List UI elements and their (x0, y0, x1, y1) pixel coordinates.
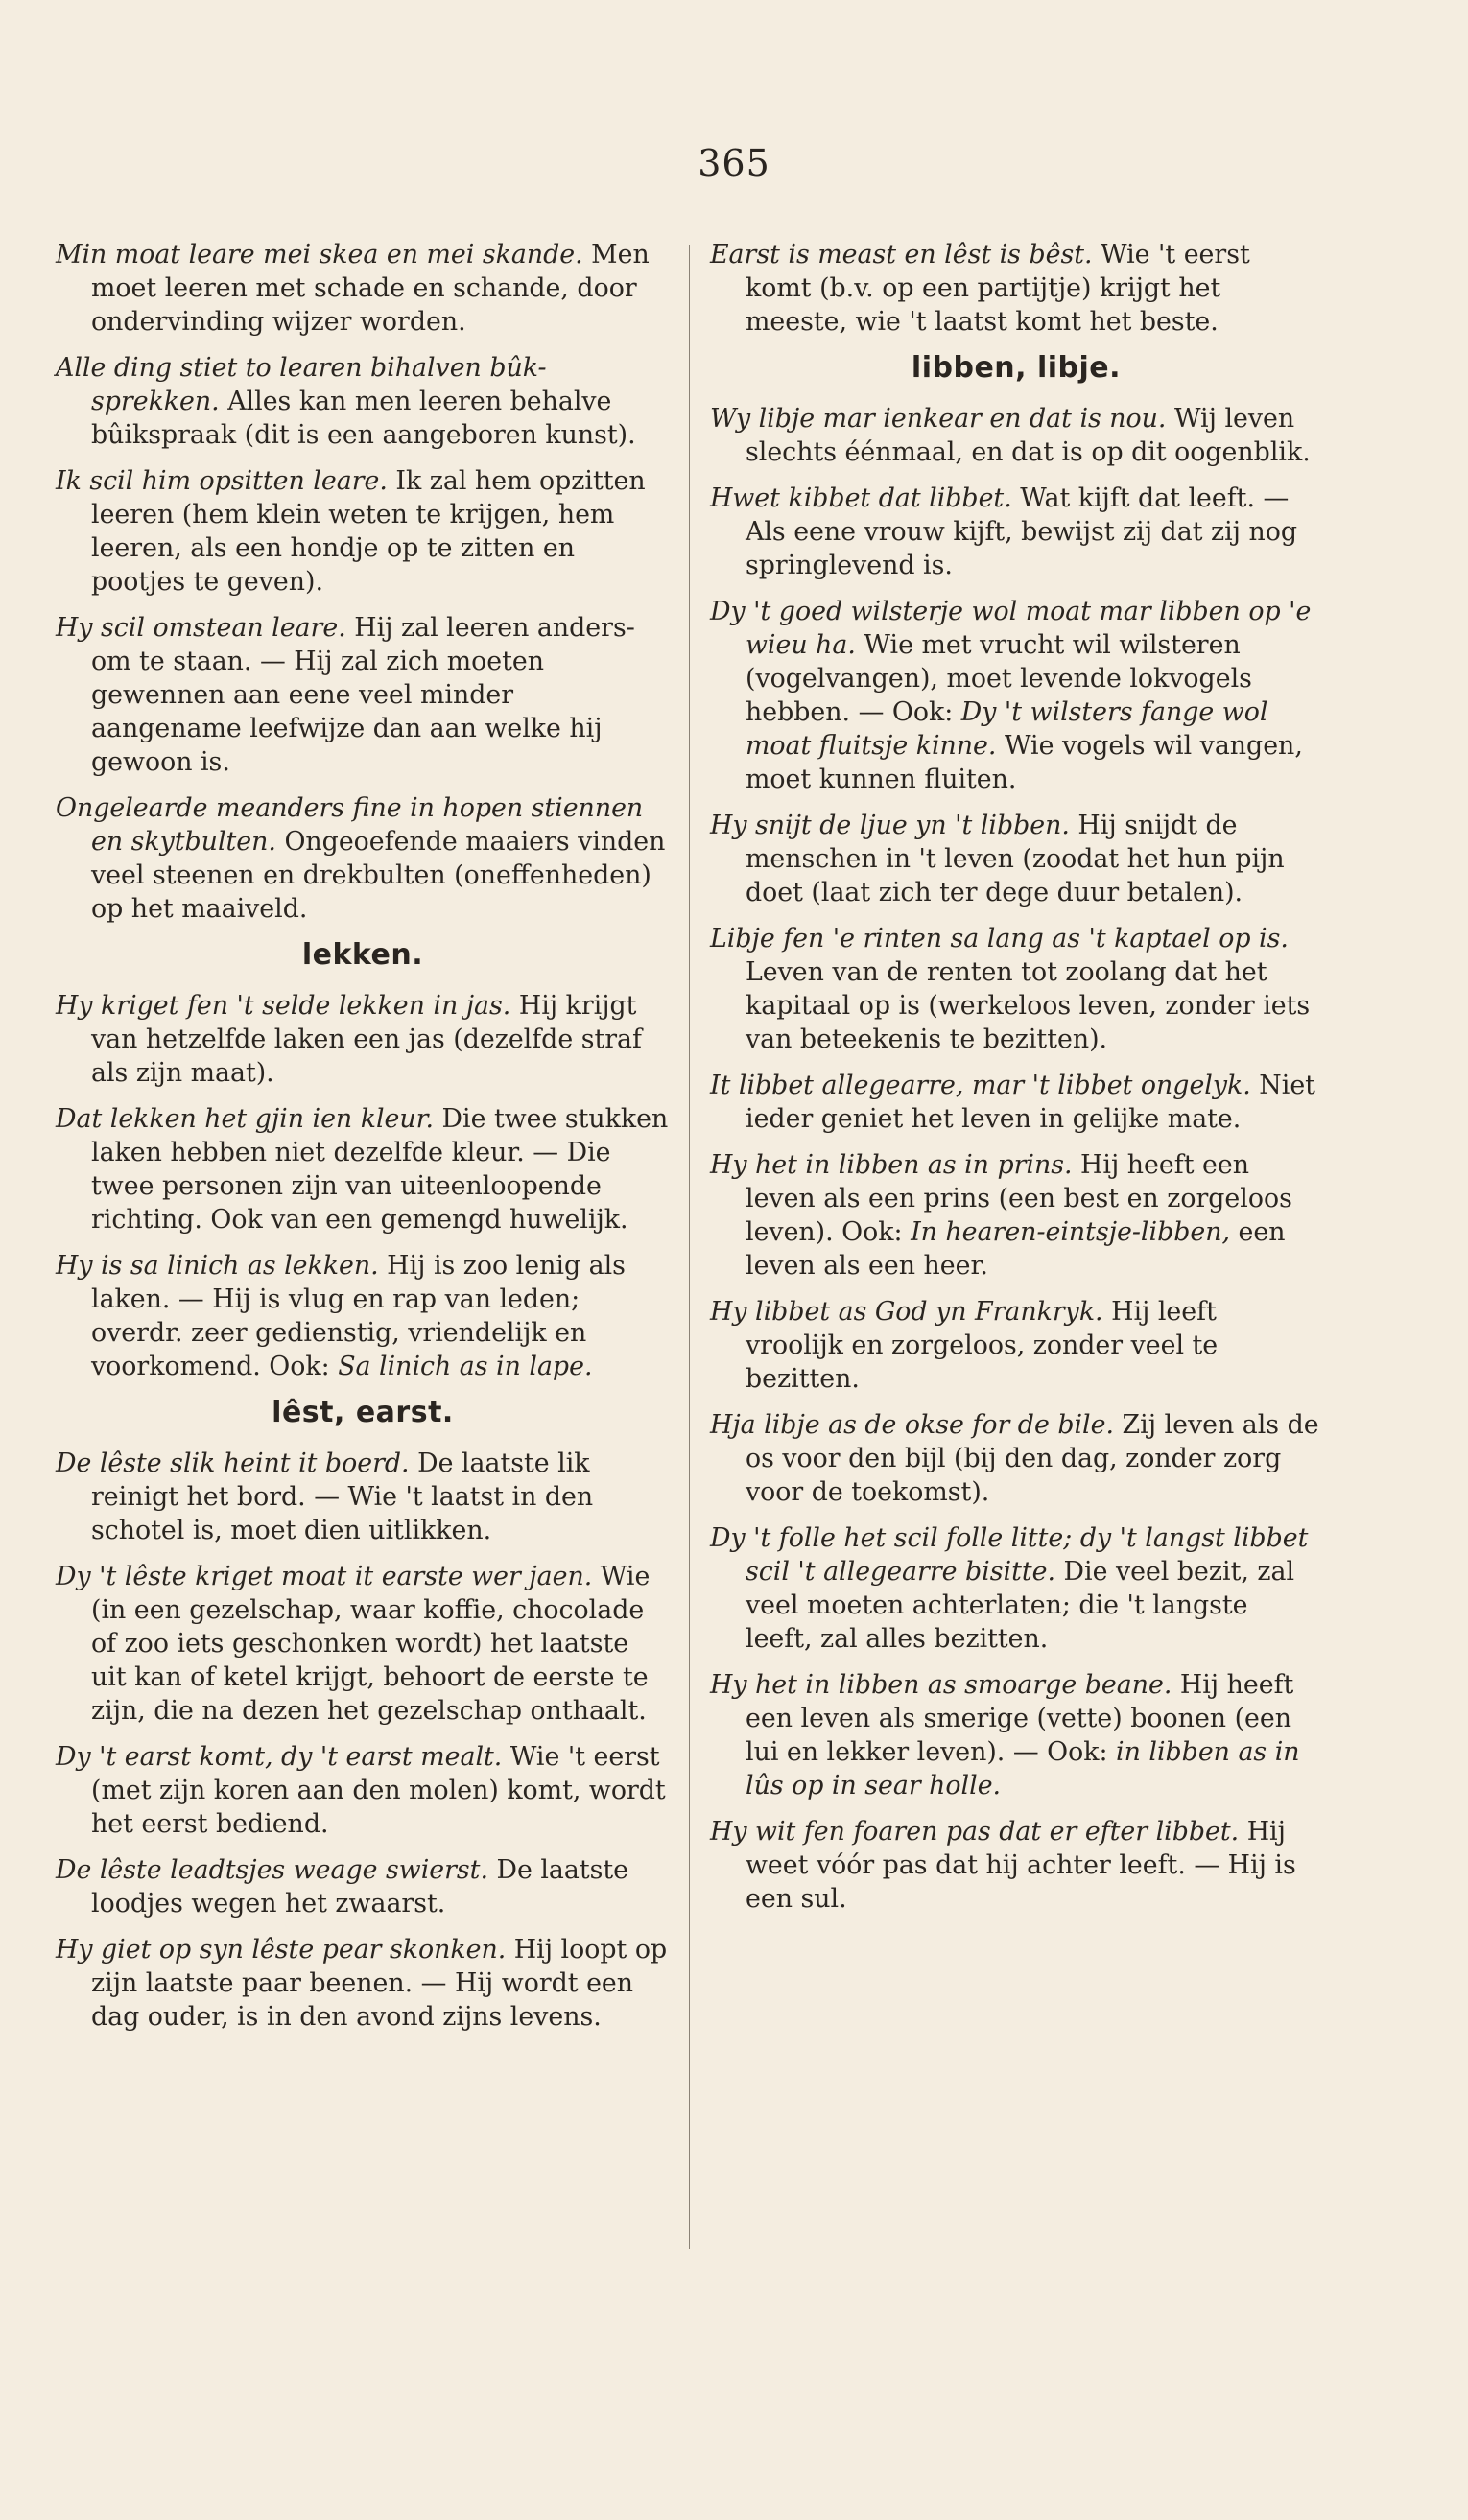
column-divider (689, 245, 690, 2249)
dutch-explanation: Die veel bezit, zal veel moeten achterlaten; die 't langste leeft, zal alles bezitten. (746, 1557, 1295, 1654)
proverb-entry (710, 402, 1322, 469)
dutch-explanation: De laatste loodjes wegen het zwaarst. (91, 1855, 629, 1919)
proverb-entry (710, 1148, 1322, 1283)
frisian-proverb: in libben as in lûs op in sear holle. (746, 1737, 1300, 1801)
dutch-explanation: Wie met vrucht wil wilsteren (vogelvangen), moet levende lokvogels hebben. — Ook: (746, 630, 1252, 727)
frisian-proverb: De lêste leadtsjes weage swierst. (56, 1855, 488, 1885)
proverb-entry (56, 611, 670, 779)
frisian-proverb: Sa linich as in lape. (338, 1352, 593, 1381)
dutch-explanation: Hij leeft vroolijk en zorgeloos, zonder veel te bezitten. (746, 1297, 1219, 1394)
frisian-proverb: Dy 't lêste kriget moat it earste wer jaen. (56, 1562, 593, 1591)
proverb-entry (56, 1853, 670, 1920)
dutch-explanation: Wie 't eerst komt (b.v. op een partijtje) krijgt het meeste, wie 't laatst komt het beste. (746, 240, 1250, 337)
dutch-explanation: een leven als een heer. (746, 1217, 1286, 1281)
proverb-entry (56, 351, 670, 452)
dutch-explanation: Wie 't eerst (met zijn koren aan den molen) komt, wordt het eerst bediend. (91, 1742, 666, 1839)
proverb-entry (56, 989, 670, 1090)
frisian-proverb: Dy 't folle het scil folle litte; dy 't langst libbet scil 't allegearre bisitte. (710, 1523, 1309, 1587)
frisian-proverb: Libje fen 'e rinten sa lang as 't kaptael op is. (710, 924, 1289, 954)
dutch-explanation: Hij snijdt de menschen in 't leven (zoodat het hun pijn doet (laat zich ter dege duur betalen). (746, 811, 1285, 907)
dutch-explanation: De laatste lik reinigt het bord. — Wie 't laatst in den schotel is, moet dien uitlikken. (91, 1448, 594, 1545)
dutch-explanation: Hij krijgt van hetzelfde laken een jas (dezelfde straf als zijn maat). (91, 991, 642, 1088)
frisian-proverb: Dy 't earst komt, dy 't earst mealt. (56, 1742, 503, 1772)
frisian-proverb: In hearen-eintsje-libben, (911, 1217, 1231, 1247)
frisian-proverb: Hy kriget fen 't selde lekken in jas. (56, 991, 511, 1021)
dutch-explanation: Ik zal hem opzitten leeren (hem klein weten te krijgen, hem leeren, als een hondje op te zitten en pootjes te geven). (91, 466, 646, 597)
dutch-explanation: Leven van de renten tot zoolang dat het kapitaal op is (werkeloos leven, zonder iets van beteekenis te bezitten). (746, 957, 1311, 1054)
proverb-entry (710, 1668, 1322, 1802)
dutch-explanation: Hij heeft een leven als smerige (vette) boonen (een lui en lekker leven). — Ook: (746, 1670, 1294, 1767)
frisian-proverb: Earst is meast en lêst is bêst. (710, 240, 1093, 270)
proverb-entry (710, 482, 1322, 582)
frisian-proverb: Hy het in libben as smoarge beane. (710, 1670, 1172, 1700)
dutch-explanation: Hij zal leeren anders-om te staan. — Hij zal zich moeten gewennen aan eene veel minder aangename leefwijze dan aan welke hij gewoon is. (91, 613, 635, 777)
frisian-proverb: Hy scil omstean leare. (56, 613, 346, 643)
frisian-proverb: Ongelearde meanders fine in hopen stiennen en skytbulten. (56, 793, 644, 857)
dutch-explanation: Wie vogels wil vangen, moet kunnen fluiten. (746, 731, 1303, 794)
proverb-entry (56, 1102, 670, 1236)
proverb-entry (56, 1740, 670, 1841)
proverb-entry (56, 1249, 670, 1383)
proverb-entry (710, 1069, 1322, 1136)
proverb-entry (710, 595, 1322, 796)
proverb-entry (56, 1933, 670, 2034)
proverb-entry (710, 1295, 1322, 1396)
frisian-proverb: Hwet kibbet dat libbet. (710, 483, 1012, 513)
dutch-explanation: Hij loopt op zijn laatste paar beenen. — Hij wordt een dag ouder, is in den avond zijns levens. (91, 1935, 668, 2032)
section-heading: lekken. (301, 938, 424, 972)
proverb-entry (56, 791, 670, 926)
right-column (710, 238, 1322, 1928)
frisian-proverb: Dy 't goed wilsterje wol moat mar libben op 'e wieu ha. (710, 597, 1312, 660)
frisian-proverb: Hja libje as de okse for de bile. (710, 1410, 1115, 1440)
dutch-explanation: Hij weet vóór pas dat hij achter leeft. — Hij is een sul. (746, 1817, 1296, 1914)
section-heading: lêst, earst. (272, 1396, 454, 1429)
proverb-entry (710, 922, 1322, 1056)
page-number: 365 (698, 142, 770, 184)
dutch-explanation: Hij is zoo lenig als laken. — Hij is vlug en rap van leden; overdr. zeer gedienstig, vriendelijk en voorkomend. Ook: (91, 1251, 626, 1381)
dutch-explanation: Zij leven als de os voor den bijl (bij den dag, zonder zorg voor de toekomst). (746, 1410, 1319, 1507)
proverb-entry (710, 1408, 1322, 1509)
dutch-explanation: Hij heeft een leven als een prins (een best en zorgeloos leven). Ook: (746, 1150, 1292, 1247)
frisian-proverb: De lêste slik heint it boerd. (56, 1448, 410, 1478)
frisian-proverb: Hy het in libben as in prins. (710, 1150, 1073, 1180)
frisian-proverb: It libbet allegearre, mar 't libbet ongelyk. (710, 1071, 1251, 1100)
left-column (56, 238, 670, 2046)
proverb-entry (56, 238, 670, 339)
proverb-entry (710, 809, 1322, 909)
frisian-proverb: Hy snijt de ljue yn 't libben. (710, 811, 1070, 840)
section-heading: libben, libje. (911, 351, 1122, 385)
proverb-entry (710, 238, 1322, 339)
dutch-explanation: Wij leven slechts éénmaal, en dat is op dit oogenblik. (746, 404, 1311, 467)
dutch-explanation: Alles kan men leeren behalve bûikspraak (dit is een aangeboren kunst). (91, 387, 636, 450)
dutch-explanation: Niet ieder geniet het leven in gelijke mate. (746, 1071, 1315, 1134)
proverb-entry (56, 1447, 670, 1547)
frisian-proverb: Hy is sa linich as lekken. (56, 1251, 379, 1281)
dutch-explanation: Die twee stukken laken hebben niet dezelfde kleur. — Die twee personen zijn van uiteenloopende richting. Ook van een gemengd huwelijk. (91, 1104, 669, 1235)
proverb-entry (710, 1521, 1322, 1656)
proverb-entry (56, 1560, 670, 1728)
frisian-proverb: Min moat leare mei skea en mei skande. (56, 240, 583, 270)
frisian-proverb: Ik scil him opsitten leare. (56, 466, 388, 496)
dutch-explanation: Wat kijft dat leeft. — Als eene vrouw kijft, bewijst zij dat zij nog springlevend is. (746, 483, 1298, 580)
dutch-explanation: Ongeoefende maaiers vinden veel steenen en drekbulten (oneffenheden) op het maaiveld. (91, 827, 666, 924)
frisian-proverb: Alle ding stiet to learen bihalven bûk-sprekken. (56, 353, 547, 416)
dutch-explanation: Wie (in een gezelschap, waar koffie, chocolade of zoo iets geschonken wordt) het laatste uit kan of ketel krijgt, behoort de eerste te zijn, die na dezen het gezelschap onthaalt. (91, 1562, 651, 1726)
dutch-explanation: Men moet leeren met schade en schande, door ondervinding wijzer worden. (91, 240, 650, 337)
frisian-proverb: Wy libje mar ienkear en dat is nou. (710, 404, 1167, 434)
proverb-entry (710, 1815, 1322, 1916)
frisian-proverb: Hy wit fen foaren pas dat er efter libbet. (710, 1817, 1240, 1847)
proverb-entry (56, 464, 670, 599)
frisian-proverb: Hy libbet as God yn Frankryk. (710, 1297, 1103, 1327)
frisian-proverb: Hy giet op syn lêste pear skonken. (56, 1935, 507, 1965)
frisian-proverb: Dat lekken het gjin ien kleur. (56, 1104, 435, 1134)
frisian-proverb: Dy 't wilsters fange wol moat fluitsje kinne. (746, 697, 1268, 761)
